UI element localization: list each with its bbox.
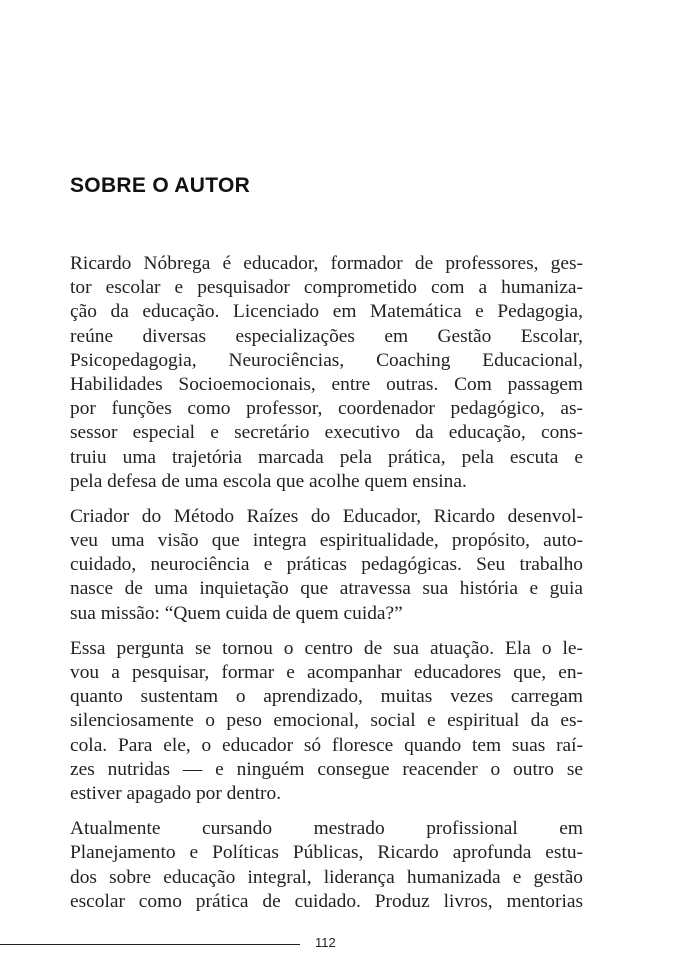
paragraph-2 (70, 505, 583, 626)
text-line: dos sobre educação integral, liderança humanizada e gestão (70, 866, 583, 888)
paragraph-4 (70, 817, 583, 914)
text-line: vou a pesquisar, formar e acompanhar educadores que, en- (70, 662, 583, 683)
text-line: Atualmente cursando mestrado profissional em (70, 818, 583, 840)
text-line: ção da educação. Licenciado em Matemática e Pedagogia, (70, 301, 583, 323)
text-line: quanto sustentam o aprendizado, muitas vezes carregam (70, 686, 583, 708)
footer-rule (0, 944, 300, 945)
text-line: reúne diversas especializações em Gestão Escolar, (70, 325, 583, 347)
page-number: 112 (315, 935, 336, 950)
text-line: Habilidades Socioemocionais, entre outras. Com passagem (70, 373, 583, 395)
text-line: Psicopedagogia, Neurociências, Coaching Educacional, (70, 349, 583, 371)
body-text (70, 252, 583, 925)
text-line: cuidado, neurociência e práticas pedagógicas. Seu trabalho (70, 554, 583, 576)
text-line: zes nutridas — e ninguém consegue reacender o outro se (70, 758, 583, 780)
text-line: Criador do Método Raízes do Educador, Ricardo desenvol- (70, 505, 583, 527)
text-line: escolar como prática de cuidado. Produz livros, mentorias (70, 890, 583, 912)
text-line: truiu uma trajetória marcada pela prática, pela escuta e (70, 446, 583, 468)
text-line: tor escolar e pesquisador comprometido com a humaniza- (70, 277, 583, 299)
paragraph-1 (70, 252, 583, 494)
section-title: SOBRE O AUTOR (70, 174, 251, 197)
text-line: Ricardo Nóbrega é educador, formador de professores, ges- (70, 253, 583, 274)
text-line: Essa pergunta se tornou o centro de sua atuação. Ela o le- (70, 637, 583, 659)
text-line: sessor especial e secretário executivo da educação, cons- (70, 422, 583, 444)
text-line: cola. Para ele, o educador só floresce quando tem suas raí- (70, 734, 583, 756)
text-line: Planejamento e Políticas Públicas, Ricardo aprofunda estu- (70, 842, 583, 864)
text-line: pela defesa de uma escola que acolhe quem ensina. (70, 470, 467, 492)
text-line: nasce de uma inquietação que atravessa sua história e guia (70, 578, 583, 600)
text-line: silenciosamente o peso emocional, social e espiritual da es- (70, 710, 583, 732)
text-line: veu uma visão que integra espiritualidade, propósito, auto- (70, 530, 583, 552)
text-line: sua missão: “Quem cuida de quem cuida?” (70, 602, 403, 624)
text-line: estiver apagado por dentro. (70, 782, 282, 804)
paragraph-3 (70, 637, 583, 806)
text-line: por funções como professor, coordenador pedagógico, as- (70, 398, 583, 420)
